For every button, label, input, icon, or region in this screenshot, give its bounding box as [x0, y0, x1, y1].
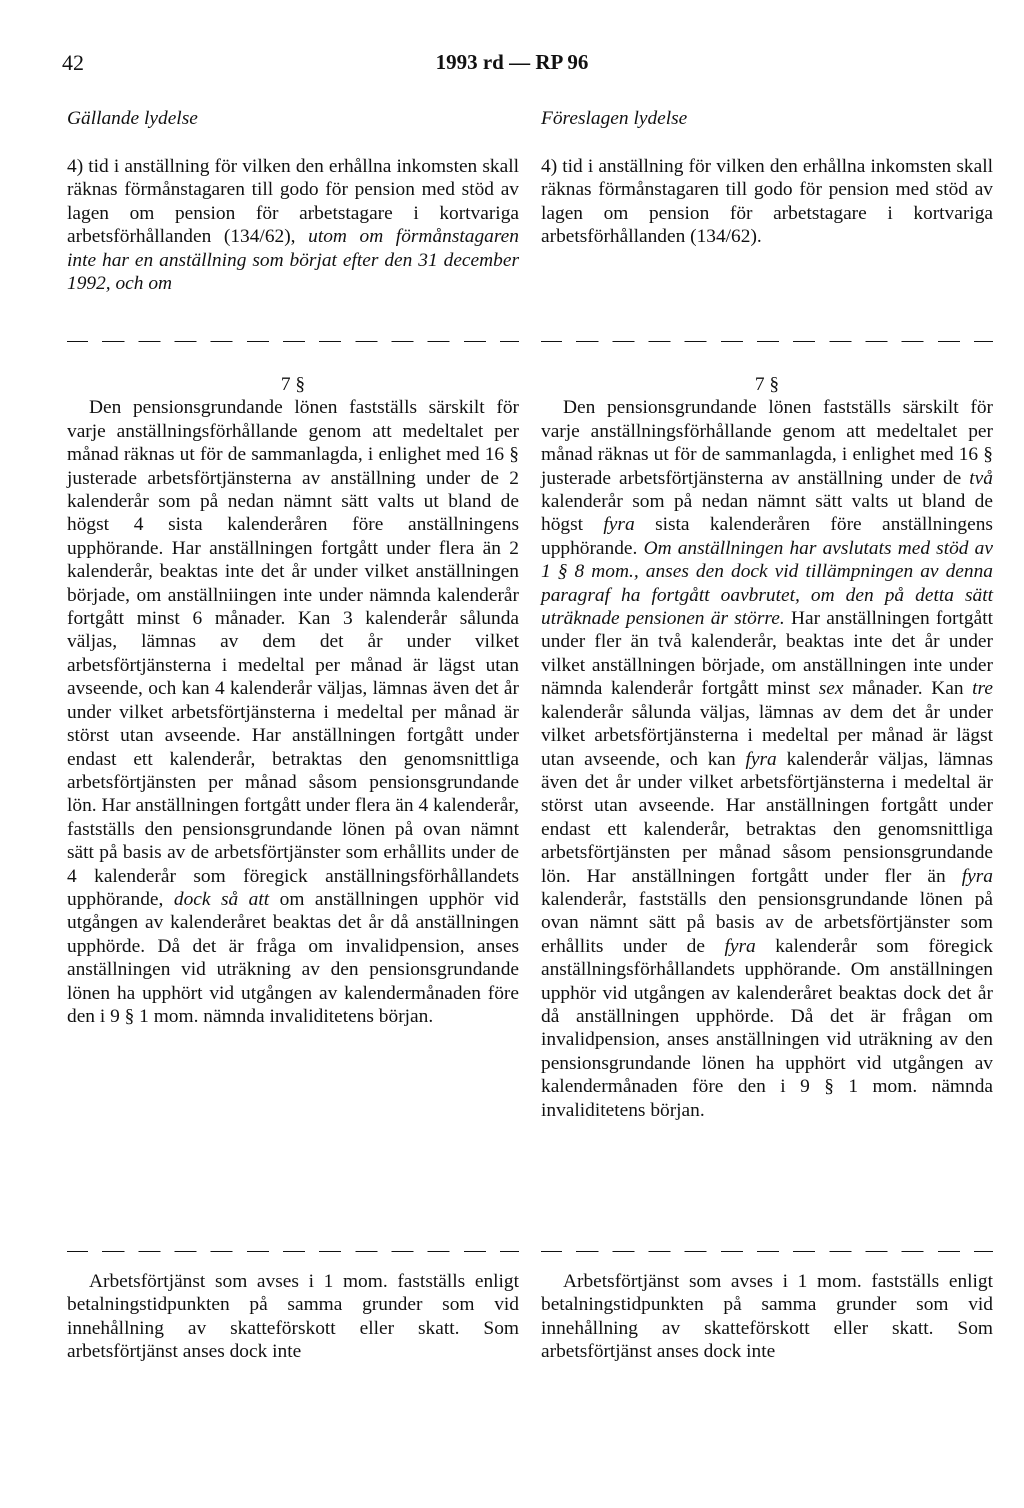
right-section-text-4: Har anställningen fortgått under fler än två kalenderår, beaktas inte det år under vilket anställningen började, om anställningen inte under nämnda kalenderår fortgått minst [541, 608, 993, 700]
right-section-italic-5: tre [972, 678, 993, 700]
right-section-text-8: kalenderår, fastställs den pensionsgrundande lönen på ovan nämnt sätt på basis av de arbetsförtjänster som erhållits under de [541, 888, 993, 957]
left-closing-text: Arbetsförtjänst som avses i 1 mom. fastställs enligt betalningstidpunkten på samma grunder som vid innehållning av skatteförskott eller skatt. Som arbetsförtjänst anses dock inte [67, 1271, 519, 1363]
right-column-title: Föreslagen lydelse [541, 108, 688, 129]
right-item-4 [541, 155, 993, 249]
right-section-text-7: kalenderår väljas, lämnas även det år under vilket arbetsförtjänsterna i medeltal är störst utan avseende. Har anställningen fortgått under endast ett kalenderår, betraktas den genomsnittliga arbetsförtjänsten per månad såsom pensionsgrundande lön. Har anställningen fortgått under fler än [541, 748, 993, 887]
left-section-italic: dock så att [173, 888, 270, 910]
right-section-text-5: månader. Kan [852, 678, 964, 700]
right-section-text-1: Den pensionsgrundande lönen fastställs särskilt för varje anställningsförhållande genom att medeltalet per månad räknas ut för de sammanlagda, i enlighet med 16 § justerade arbetsförtjänsterna av anställning under de [541, 397, 993, 489]
right-section-heading: 7 § [754, 374, 780, 395]
left-item-4-text: 4) tid i anställning för vilken den erhållna inkomsten skall räknas förmånstagaren till godo för pension med stöd av lagen om pension för arbetstagare i kortvariga arbetsförhållanden (134/62), [67, 156, 519, 248]
left-closing [67, 1270, 519, 1364]
left-separator-1 [67, 341, 519, 343]
right-section-text-9: kalenderår som föregick anställningsförhållandets upphörande. Om anställningen upphör vid utgången av kalenderåret beaktas dock det år då anställningen upphörde. Då det är frågan om invalidpension, anses anställningen vid uträkning av den pensionsgrundande lönen ha upphört vid utgången av kalendermånaden före den i 9 § 1 mom. nämnda invaliditetens början. [541, 935, 993, 1121]
left-section-text-2: om anställningen upphör vid utgången av kalenderåret beaktas det år då anställningen upphörde. Då det är fråga om invalidpension, anses anställningen vid uträkning av den pensionsgrundande lönen ha upphört vid utgången av kalendermånaden före den i 9 § 1 mom. nämnda invaliditetens början. [67, 888, 519, 1027]
right-section-italic-7: fyra [961, 865, 993, 887]
right-closing-text: Arbetsförtjänst som avses i 1 mom. fastställs enligt betalningstidpunkten på samma grunder som vid innehållning av skatteförskott eller skatt. Som arbetsförtjänst anses dock inte [541, 1271, 993, 1363]
right-section-italic-8: fyra [724, 935, 756, 957]
right-separator-2 [541, 1251, 993, 1253]
left-separator-2 [67, 1251, 519, 1253]
page-header: 1993 rd — RP 96 [435, 50, 589, 74]
right-section-italic-1: två [969, 467, 993, 489]
right-section-text-3: sista kalenderåren före anställningens upphörande. [541, 514, 993, 559]
left-section-text-1: Den pensionsgrundande lönen fastställs särskilt för varje anställningsförhållande genom att medeltalet per månad räknas ut för de sammanlagda, i enlighet med 16 § justerade arbetsförtjänsterna av anställning under de 2 kalenderår som på nedan nämnt sätt valts ut bland de högst 4 sista kalenderåren före anställningens upphörande. Har anställningen fortgått under flera än 2 kalenderår, beaktas inte det år under vilket anställningen började, om anställniingen inte under nämnda kalenderår fortgått minst 6 månader. Kan 3 kalenderår sålunda väljas, lämnas av dem det år under vilket arbetsförtjänsterna i medeltal per månad är lägst utan avseende, och kan 4 kalenderår väljas, lämnas även det år under vilket arbetsförtjänsterna i medeltal per månad är störst utan avseende. Har anställningen fortgått under endast ett kalenderår, betraktas den genomsnittliga arbetsförtjänsten per månad såsom pensionsgrundande lön. Har anställningen fortgått under flera än 4 kalenderår, fastställs den pensionsgrundande lönen på ovan nämnt sätt på basis av de arbetsförtjänster som erhållits under de 4 kalenderår som föregick anställningsförhållandets upphörande, [67, 397, 519, 910]
left-column-title: Gällande lydelse [67, 108, 198, 129]
right-closing [541, 1270, 993, 1364]
left-section-7 [67, 373, 519, 1028]
right-separator-1 [541, 341, 993, 343]
right-item-4-text: 4) tid i anställning för vilken den erhållna inkomsten skall räknas förmånstagaren till godo för pension med stöd av lagen om pension för arbetstagare i kortvariga arbetsförhållanden (134/62). [541, 156, 993, 248]
right-section-text-6: kalenderår sålunda väljas, lämnas av dem det år under vilket arbetsförtjänsterna i medeltal per månad är lägst utan avseende, och kan [541, 701, 993, 770]
right-section-italic-2: fyra [603, 514, 635, 536]
left-item-4-italic: utom om förmånstagaren inte har en anställning som börjat efter den 31 december 1992, och om [67, 226, 519, 295]
right-section-7 [541, 373, 993, 1122]
right-section-text-2: kalenderår som på nedan nämnt sätt valts ut bland de högst [541, 491, 993, 536]
left-item-4 [67, 155, 519, 295]
right-section-italic-3: Om anställningen har avslutats med stöd av 1 § 8 mom., anses den dock vid tillämpningen av denna paragraf ha fortgått oavbrutet, om den på detta sätt uträknade pensionen är större. [541, 537, 993, 630]
right-section-italic-4: sex [818, 678, 844, 700]
left-section-heading: 7 § [280, 374, 306, 395]
page-number: 42 [62, 50, 84, 75]
right-section-italic-6: fyra [745, 748, 777, 770]
